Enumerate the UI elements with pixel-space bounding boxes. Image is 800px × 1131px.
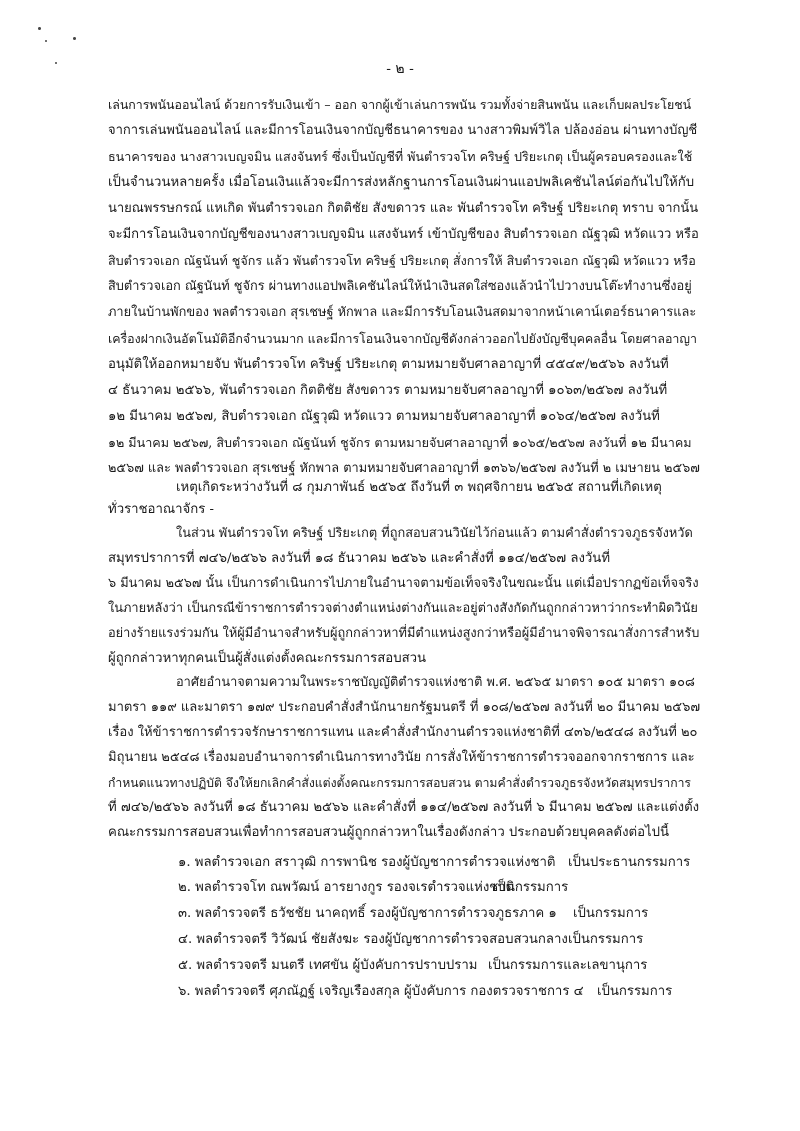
committee-member-name: ๖. พลตำรวจตรี ศุภณัฏฐ์ เจริญเรืองสกุล ผู้บังคับการ กองตรวจราชการ ๔ [178, 984, 584, 999]
body-line: เรื่อง ให้ข้าราชการตำรวจรักษาราชการแทน และคำสั่งสำนักงานตำรวจแห่งชาติที่ ๔๓๖/๒๕๔๘ ลงวันที่ ๒๐ [108, 725, 698, 740]
body-line: ภายในบ้านพักของ พลตำรวจเอก สุรเชษฐ์ หักพาล และมีการรับโอนเงินสดมาจากหน้าเคาน์เตอร์ธนาคารและ [108, 305, 697, 320]
incident-line: ทั่วราชอาณาจักร - [108, 502, 214, 517]
body-line: ๔ ธันวาคม ๒๕๖๖, พันตำรวจเอก กิตติชัย สังขดาวร ตามหมายจับศาลอาญาที่ ๑๐๖๓/๒๕๖๗ ลงวันที่ [108, 383, 668, 398]
body-line: อย่างร้ายแรงร่วมกัน ให้ผู้มีอำนาจสำหรับผู้ถูกกล่าวหาที่มีตำแหน่งสูงกว่าหรือผู้มีอำนาจพิจารณาสั่งการสำหรับ [108, 626, 700, 641]
body-line: มาตรา ๑๑๙ และมาตรา ๑๗๙ ประกอบคำสั่งสำนักนายกรัฐมนตรี ที่ ๑๐๘/๒๕๖๗ ลงวันที่ ๒๐ มีนาคม ๒๕๖๗ [108, 700, 700, 715]
body-line: สิบตำรวจเอก ณัฐนันท์ ชูจักร ผ่านทางแอปพลิเคชันไลน์ให้นำเงินสดใส่ซองแล้วนำไปวางบนโต๊ะทำงานซึ่งอยู่ [108, 279, 692, 294]
body-line: สมุทรปราการที่ ๗๔๖/๒๕๖๖ ลงวันที่ ๑๘ ธันวาคม ๒๕๖๖ และคำสั่งที่ ๑๑๔/๒๕๖๗ ลงวันที่ [108, 551, 611, 566]
committee-member-role: เป็นกรรมการและเลขานุการ [488, 958, 648, 973]
body-line: ๒๕๖๗ และ พลตำรวจเอก สุรเชษฐ์ หักพาล ตามหมายจับศาลอาญาที่ ๑๓๖๖/๒๕๖๗ ลงวันที่ ๒ เมษายน ๒๕๖๗ [108, 461, 700, 476]
body-line: เครื่องฝากเงินอัตโนมัติอีกจำนวนมาก และมีการโอนเงินจากบัญชีดังกล่าวออกไปยังบัญชีบุคคลอื่น โดยศาลอาญา [108, 331, 697, 346]
committee-member-name: ๓. พลตำรวจตรี ธวัชชัย นาคฤทธิ์ รองผู้บัญชาการตำรวจภูธรภาค ๑ [178, 906, 557, 921]
body-line: อนุมัติให้ออกหมายจับ พันตำรวจโท คริษฐ์ ปริยะเกตุ ตามหมายจับศาลอาญาที่ ๔๕๔๙/๒๕๖๖ ลงวันที่ [108, 357, 669, 372]
committee-member-name: ๒. พลตำรวจโท ณพวัฒน์ อารยางกูร รองจเรตำรวจแห่งชาติ [178, 880, 515, 895]
committee-member-name: ๕. พลตำรวจตรี มนตรี เทศขัน ผู้บังคับการปราบปราม [178, 958, 478, 973]
committee-member-name: ๔. พลตำรวจตรี วิวัฒน์ ชัยสังฆะ รองผู้บัญชาการตำรวจสอบสวนกลาง [178, 932, 568, 947]
body-line: กำหนดแนวทางปฏิบัติ จึงให้ยกเลิกคำสั่งแต่งตั้งคณะกรรมการสอบสวน ตามคำสั่งตำรวจภูธรจังหวัดสมุทรปราการ [108, 776, 691, 790]
body-line: นายณพรรษกรณ์ แหเกิด พันตำรวจเอก กิตติชัย สังขดาวร และ พันตำรวจโท คริษฐ์ ปริยะเกตุ ทราบ จากนั้น [108, 201, 699, 216]
body-line: มิถุนายน ๒๕๔๘ เรื่องมอบอำนาจการดำเนินการทางวินัย การสั่งให้ข้าราชการตำรวจออกจากราชการ และ [108, 750, 695, 765]
body-line: คณะกรรมการสอบสวนเพื่อทำการสอบสวนผู้ถูกกล่าวหาในเรื่องดังกล่าว ประกอบด้วยบุคคลดังต่อไปนี้ [108, 825, 670, 840]
body-line: เป็นจำนวนหลายครั้ง เมื่อโอนเงินแล้วจะมีการส่งหลักฐานการโอนเงินผ่านแอปพลิเคชันไลน์ต่อกันไปให้กับ [108, 175, 695, 190]
scan-speck [73, 37, 76, 40]
body-line: ในส่วน พันตำรวจโท คริษฐ์ ปริยะเกตุ ที่ถูกสอบสวนวินัยไว้ก่อนแล้ว ตามคำสั่งตำรวจภูธรจังหวัด [176, 526, 693, 541]
committee-member-name: ๑. พลตำรวจเอก สราวุฒิ การพานิช รองผู้บัญชาการตำรวจแห่งชาติ [178, 855, 556, 870]
body-line: ธนาคารของ นางสาวเบญจมิน แสงจันทร์ ซึ่งเป็นบัญชีที่ พันตำรวจโท คริษฐ์ ปริยะเกตุ เป็นผู้ครอบครองและใช้ [108, 149, 693, 164]
committee-member-role: เป็นกรรมการ [568, 932, 644, 947]
committee-member-role: เป็นกรรมการ [573, 906, 649, 921]
body-line: ในภายหลังว่า เป็นกรณีข้าราชการตำรวจต่างตำแหน่งต่างกันและอยู่ต่างสังกัดกันถูกกล่าวหาว่ากระทำผิดวินัย [108, 601, 698, 616]
page-number: - ๒ - [386, 61, 414, 77]
body-line: ๖ มีนาคม ๒๕๖๗ นั้น เป็นการดำเนินการไปภายในอำนาจตามข้อเท็จจริงในขณะนั้น แต่เมื่อปรากฏข้อเท็จจริง [108, 576, 699, 591]
body-line: ผู้ถูกกล่าวหาทุกคนเป็นผู้สั่งแต่งตั้งคณะกรรมการสอบสวน [108, 651, 427, 666]
body-line: จะมีการโอนเงินจากบัญชีของนางสาวเบญจมิน แสงจันทร์ เข้าบัญชีของ สิบตำรวจเอก ณัฐวุฒิ หวัดแวว หรือ [108, 227, 699, 242]
body-line: จาการเล่นพนันออนไลน์ และมีการโอนเงินจากบัญชีธนาคารของ นางสาวพิมพ์วิไล ปล้องอ่อน ผ่านทางบัญชี [108, 123, 698, 138]
body-line: ๑๒ มีนาคม ๒๕๖๗, สิบตำรวจเอก ณัฐวุฒิ หวัดแวว ตามหมายจับศาลอาญาที่ ๑๐๖๔/๒๕๖๗ ลงวันที่ [108, 409, 660, 424]
incident-line: เหตุเกิดระหว่างวันที่ ๘ กุมภาพันธ์ ๒๕๖๕ ถึงวันที่ ๓ พฤศจิกายน ๒๕๖๕ สถานที่เกิดเหตุ [176, 480, 662, 495]
committee-member-role: เป็นประธานกรรมการ [568, 855, 691, 870]
body-line: อาศัยอำนาจตามความในพระราชบัญญัติตำรวจแห่งชาติ พ.ศ. ๒๕๖๕ มาตรา ๑๐๕ มาตรา ๑๐๘ [176, 675, 695, 690]
scan-speck [45, 40, 47, 42]
scan-speck [38, 27, 41, 30]
committee-member-role: เป็นกรรมการ [493, 880, 569, 895]
body-line: เล่นการพนันออนไลน์ ด้วยการรับเงินเข้า – ออก จากผู้เข้าเล่นการพนัน รวมทั้งจ่ายสินพนัน และเก็บผลประโยชน์ [108, 97, 692, 112]
body-line: สิบตำรวจเอก ณัฐนันท์ ชูจักร แล้ว พันตำรวจโท คริษฐ์ ปริยะเกตุ สั่งการให้ สิบตำรวจเอก ณัฐวุฒิ หวัดแวว หรือ [108, 253, 696, 268]
committee-member-role: เป็นกรรมการ [597, 984, 673, 999]
body-line: ๑๒ มีนาคม ๒๕๖๗, สิบตำรวจเอก ณัฐนันท์ ชูจักร ตามหมายจับศาลอาญาที่ ๑๐๖๕/๒๕๖๗ ลงวันที่ ๑๒ มีนาคม [108, 435, 692, 450]
body-line: ที่ ๗๔๖/๒๕๖๖ ลงวันที่ ๑๘ ธันวาคม ๒๕๖๖ และคำสั่งที่ ๑๑๔/๒๕๖๗ ลงวันที่ ๖ มีนาคม ๒๕๖๗ และแต่งตั้ง [108, 800, 700, 815]
